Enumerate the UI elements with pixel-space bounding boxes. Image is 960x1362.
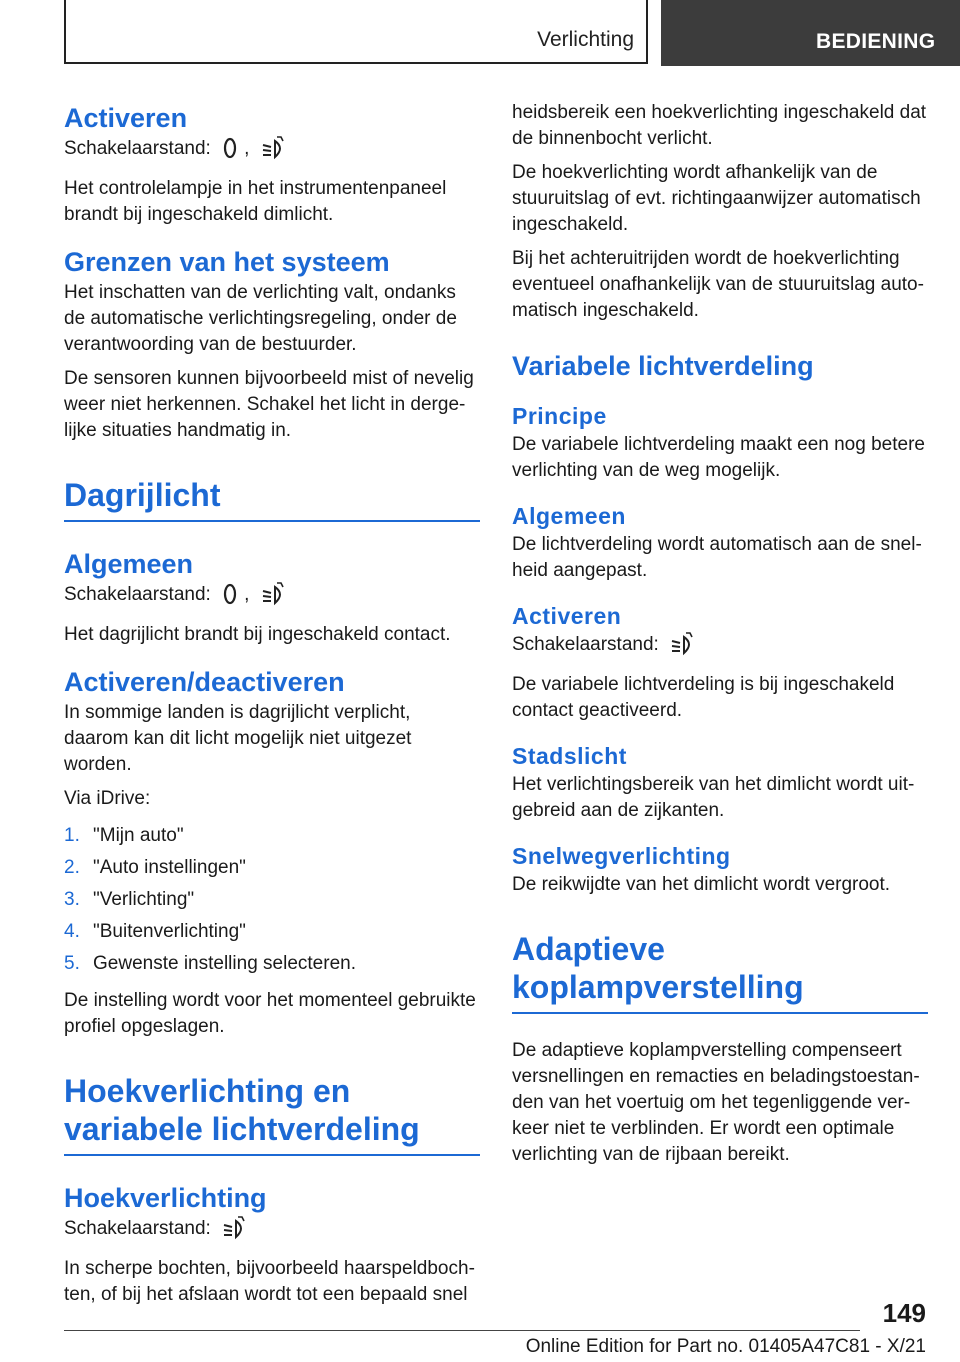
page-number: 149: [882, 1298, 926, 1328]
switch-position-line: Schakelaarstand: ,: [64, 582, 480, 614]
heading-hoekverlichting: Hoekverlichting: [64, 1183, 267, 1213]
list-item: 4. "Buitenverlichting": [64, 921, 246, 942]
low-beam-auto-icon: [222, 1216, 248, 1248]
automatic-light-icon: [222, 582, 238, 614]
heading-algemeen: Algemeen: [512, 503, 626, 529]
idrive-steps-list: [64, 820, 480, 980]
low-beam-auto-icon: [261, 136, 287, 168]
list-item: 2. "Auto instellingen": [64, 857, 246, 878]
paragraph: Via iDrive:: [64, 788, 151, 809]
paragraph: De adaptieve koplampverstelling compenseert versnellingen en remacties en beladingstoestanden van het voertuig om het tegenliggende verkeer niet te verblinden. Er wordt een optimale verlichting van de rijbaan bereikt.: [512, 1040, 920, 1165]
paragraph: Het inschatten van de verlichting valt, ondanks de automatische verlichtingsregeling, onder de verantwoording van de bestuurder.: [64, 282, 457, 355]
heading-stadslicht: Stadslicht: [512, 743, 627, 769]
heading-activeren: Activeren: [64, 103, 188, 133]
heading-algemeen: Algemeen: [64, 549, 194, 579]
paragraph: Het dagrijlicht brandt bij ingeschakeld contact.: [64, 624, 451, 645]
heading-principe: Principe: [512, 403, 607, 429]
switch-position-line: Schakelaarstand:: [64, 1216, 480, 1248]
heading-grenzen: Grenzen van het systeem: [64, 247, 390, 277]
paragraph: De variabele lichtverdeling is bij ingeschakeld contact geactiveerd.: [512, 674, 895, 721]
automatic-light-icon: [222, 136, 238, 168]
list-item: 3. "Verlichting": [64, 889, 195, 910]
paragraph: De hoekverlichting wordt afhankelijk van de stuuruitslag of evt. richtingaanwijzer automatisch ingeschakeld.: [512, 162, 921, 235]
header-chapter-tab: [661, 0, 960, 66]
heading-hoekverlichting-variabele: Hoekverlichting en variabele lichtverdeling: [64, 1072, 480, 1156]
header-chapter-label: BEDIENING: [816, 30, 936, 53]
paragraph: De reikwijdte van het dimlicht wordt vergroot.: [512, 874, 891, 895]
heading-activeren: Activeren: [512, 603, 622, 629]
paragraph: De variabele lichtverdeling maakt een nog betere verlichting van de weg mogelijk.: [512, 434, 925, 481]
switch-position-line: Schakelaarstand:: [512, 632, 928, 664]
paragraph: De instelling wordt voor het momenteel gebruikte profiel opgeslagen.: [64, 990, 476, 1037]
heading-variabele-lichtverdeling: Variabele lichtverdeling: [512, 351, 814, 381]
list-item: 1. "Mijn auto": [64, 825, 184, 846]
edition-footer: Online Edition for Part no. 01405A47C81 - X/21: [525, 1336, 926, 1357]
paragraph: De lichtverdeling wordt automatisch aan de snelheid aangepast.: [512, 534, 922, 581]
low-beam-auto-icon: [670, 632, 696, 664]
heading-dagrijlicht: Dagrijlicht: [64, 476, 480, 522]
heading-adaptieve-koplampverstelling: Adaptieve koplampverstelling: [512, 930, 928, 1014]
paragraph: In scherpe bochten, bijvoorbeeld haarspeldbochten, of bij het afslaan wordt tot een bepaald snel: [64, 1258, 475, 1305]
paragraph: heidsbereik een hoekverlichting ingeschakeld dat de binnenbocht verlicht.: [512, 102, 927, 149]
heading-snelwegverlichting: Snelwegverlichting: [512, 843, 731, 869]
right-column: [512, 100, 928, 1176]
paragraph: Het verlichtingsbereik van het dimlicht wordt uitgebreid aan de zijkanten.: [512, 774, 915, 821]
heading-activeren-deactiveren: Activeren/deactiveren: [64, 667, 345, 697]
left-column: [64, 100, 480, 1316]
paragraph: Bij het achteruitrijden wordt de hoekverlichting eventueel onafhankelijk van de stuuruitslag automatisch ingeschakeld.: [512, 248, 924, 321]
paragraph: De sensoren kunnen bijvoorbeeld mist of nevelig weer niet herkennen. Schakel het licht in dergelijke situaties handmatig in.: [64, 368, 474, 441]
low-beam-auto-icon: [261, 582, 287, 614]
header-section-title: Verlichting: [537, 28, 634, 51]
paragraph: Het controlelampje in het instrumentenpaneel brandt bij ingeschakeld dimlicht.: [64, 178, 447, 225]
footer-divider: [64, 1330, 860, 1331]
paragraph: In sommige landen is dagrijlicht verplicht, daarom kan dit licht mogelijk niet uitgezet worden.: [64, 702, 412, 775]
list-item: 5. Gewenste instelling selecteren.: [64, 953, 356, 974]
switch-position-line: Schakelaarstand: ,: [64, 136, 480, 168]
